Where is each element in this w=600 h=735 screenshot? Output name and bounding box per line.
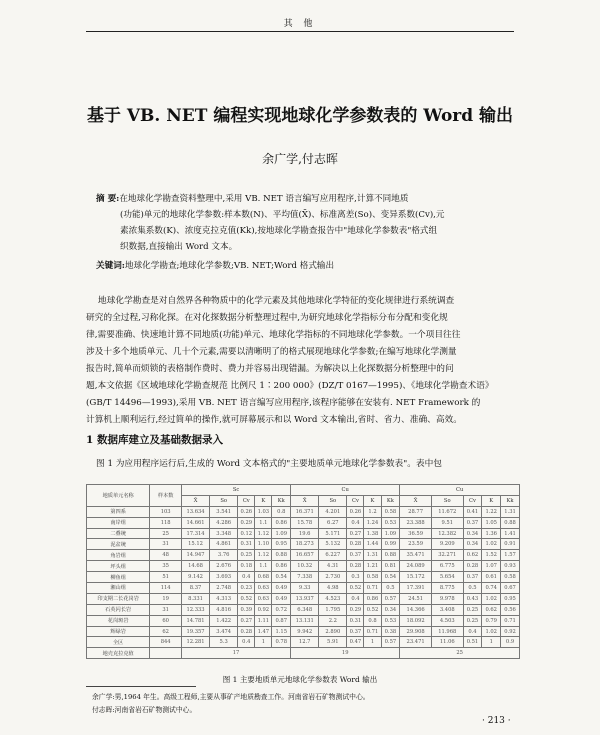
sample-count: 51 xyxy=(150,572,182,583)
param-header: Kk xyxy=(501,495,520,506)
table-row xyxy=(87,615,520,626)
unit-name: 花岗斑岩 xyxy=(87,615,150,626)
table-cell: 0.74 xyxy=(482,583,501,594)
table-cell: 0.4 xyxy=(463,626,482,637)
table-cell: 0.37 xyxy=(463,517,482,528)
table-cell: 4.816 xyxy=(210,604,238,615)
table-cell: 13.937 xyxy=(291,593,319,604)
table-cell: 4.31 xyxy=(319,561,347,572)
table-cell: 1.38 xyxy=(364,528,381,539)
section-paragraph: 图 1 为应用程序运行后,生成的 Word 文本格式的"主要地质单元地球化学参数表"。表中包 xyxy=(96,459,442,469)
unit-name: 石英闪长岩 xyxy=(87,604,150,615)
table-cell: 5.132 xyxy=(319,539,347,550)
table-cell: 0.26 xyxy=(238,506,255,517)
table-cell: 1.2 xyxy=(364,506,381,517)
table-cell: 28.77 xyxy=(400,506,432,517)
element-header: Cu xyxy=(291,485,400,496)
footnote: 余广学:男,1964 年生。高级工程师,主要从事矿产地质勘查工作。河南省岩石矿物测试中心。 xyxy=(92,693,370,701)
table-cell: 0.54 xyxy=(381,572,400,583)
table-row xyxy=(87,583,520,594)
param-header: K xyxy=(255,495,272,506)
table-cell: 14.661 xyxy=(181,517,209,528)
table-cell: 1.24 xyxy=(364,517,381,528)
table-cell: 0.51 xyxy=(463,637,482,648)
table-cell: 0.67 xyxy=(501,583,520,594)
unit-name: 泥盆统 xyxy=(87,539,150,550)
table-cell: 0.63 xyxy=(255,583,272,594)
intro-line: 律,需要准确、快速地计算不同地质(功能)单元、地球化学指标的不同地球化学参数。一个项目往往 xyxy=(86,330,461,340)
table-cell: 0.87 xyxy=(272,615,291,626)
table-cell: 0.37 xyxy=(463,572,482,583)
table-cell: 1.09 xyxy=(272,528,291,539)
table-cell: 9.209 xyxy=(431,539,463,550)
table-cell: 0.61 xyxy=(482,572,501,583)
table-cell: 0.34 xyxy=(463,528,482,539)
param-header: X̄ xyxy=(400,495,432,506)
section-heading: 1 数据库建立及基础数据录入 xyxy=(86,434,223,446)
table-cell: 10.32 xyxy=(291,561,319,572)
unit-name: 湘山组 xyxy=(87,583,150,594)
param-header: Kk xyxy=(381,495,400,506)
table-cell: 0.58 xyxy=(501,572,520,583)
table-cell: 1.03 xyxy=(255,506,272,517)
param-header: K xyxy=(482,495,501,506)
table-cell: 0.79 xyxy=(482,615,501,626)
table-cell: 4.861 xyxy=(210,539,238,550)
table-cell: 1.22 xyxy=(482,506,501,517)
unit-name: 柳鱼组 xyxy=(87,572,150,583)
table-cell: 0.34 xyxy=(381,604,400,615)
paper-title: 基于 VB. NET 编程实现地球化学参数表的 Word 输出 xyxy=(86,106,514,126)
unit-name: 印支期二长花岗岩 xyxy=(87,593,150,604)
table-cell: 9.33 xyxy=(291,583,319,594)
table-cell: 0.41 xyxy=(463,506,482,517)
table-cell: 1.02 xyxy=(482,593,501,604)
table-cell: 0.28 xyxy=(463,561,482,572)
table-cell: 8.775 xyxy=(431,583,463,594)
table-cell: 1.41 xyxy=(501,528,520,539)
table-cell: 32.271 xyxy=(431,550,463,561)
abstract-line: 素浓集系数(K)、浓度克拉克值(Kk),按地球化学勘查报告中"地球化学参数表"格式组 xyxy=(120,226,438,236)
param-header: Cv xyxy=(347,495,364,506)
table-cell: 0.23 xyxy=(238,583,255,594)
intro-line: 研究的全过程,习称化探。在对化探数据分析整理过程中,为研究地球化学指标分布分配和变化规 xyxy=(86,313,448,323)
param-header: Kk xyxy=(272,495,291,506)
table-cell: 0.53 xyxy=(381,517,400,528)
table-cell: 0.8 xyxy=(364,615,381,626)
table-cell: 0.62 xyxy=(482,604,501,615)
table-cell: 0.28 xyxy=(347,561,364,572)
param-header: K xyxy=(364,495,381,506)
table-cell: 4.286 xyxy=(210,517,238,528)
table-cell: 6.27 xyxy=(319,517,347,528)
table-cell: 15.78 xyxy=(291,517,319,528)
table-cell: 24.089 xyxy=(400,561,432,572)
table-cell: 4.313 xyxy=(210,593,238,604)
table-cell: 0.91 xyxy=(501,539,520,550)
sample-count: 19 xyxy=(150,593,182,604)
figure-caption: 图 1 主要地质单元地球化学参数表 Word 输出 xyxy=(222,675,378,684)
table-cell: 9.51 xyxy=(431,517,463,528)
table-cell: 1.36 xyxy=(482,528,501,539)
table-cell: 0.81 xyxy=(381,561,400,572)
table-cell: 0.49 xyxy=(272,583,291,594)
table-cell: 0.9 xyxy=(501,637,520,648)
intro-line: 涉及十多个地质单元、几十个元素,需要以清晰明了的格式展现地球化学参数;在编写地球化学测量 xyxy=(86,347,457,357)
table-cell: 1.09 xyxy=(381,528,400,539)
table-cell: 0.5 xyxy=(381,583,400,594)
table-cell: 0.31 xyxy=(347,615,364,626)
table-cell: 1.57 xyxy=(501,550,520,561)
table-cell: 17.391 xyxy=(400,583,432,594)
table-cell: 0.4 xyxy=(347,517,364,528)
table-cell: 4.201 xyxy=(319,506,347,517)
table-cell: 0.38 xyxy=(381,626,400,637)
table-cell: 0.29 xyxy=(347,604,364,615)
table-cell: 3.693 xyxy=(210,572,238,583)
table-row xyxy=(87,572,520,583)
sample-count: 31 xyxy=(150,539,182,550)
sample-count: 114 xyxy=(150,583,182,594)
table-row xyxy=(87,506,520,517)
table-cell: 0.68 xyxy=(255,572,272,583)
table-row xyxy=(87,637,520,648)
sample-count: 118 xyxy=(150,517,182,528)
table-cell: 7.338 xyxy=(291,572,319,583)
table-cell: 0.71 xyxy=(364,626,381,637)
header-rule xyxy=(86,31,514,32)
abstract-line: 摘 要:在地球化学勘查资料整理中,采用 VB. NET 语言编写应用程序,计算不同地质 xyxy=(96,194,409,204)
unit-name: 第四系 xyxy=(87,506,150,517)
table-cell: 0.4 xyxy=(347,593,364,604)
column-header: 地质单元名称 xyxy=(87,485,150,507)
table-cell: 5.91 xyxy=(319,637,347,648)
table-cell: 36.59 xyxy=(400,528,432,539)
table-cell: 0.3 xyxy=(347,572,364,583)
abstract-label: 摘 要: xyxy=(96,194,120,204)
table-cell: 0.12 xyxy=(238,528,255,539)
table-row xyxy=(87,626,520,637)
table-cell: 2.676 xyxy=(210,561,238,572)
table-cell: 0.93 xyxy=(501,561,520,572)
table-cell: 6.227 xyxy=(319,550,347,561)
table-cell: 11.672 xyxy=(431,506,463,517)
table-cell: 9.142 xyxy=(181,572,209,583)
table-cell: 35.471 xyxy=(400,550,432,561)
table-cell: 1.1 xyxy=(255,561,272,572)
table-cell: 1.795 xyxy=(319,604,347,615)
table-cell: 9.978 xyxy=(431,593,463,604)
table-cell: 14.947 xyxy=(181,550,209,561)
param-header: So xyxy=(319,495,347,506)
table-row xyxy=(87,561,520,572)
keywords-label: 关键词: xyxy=(96,261,125,271)
param-header: So xyxy=(210,495,238,506)
page-number: · 213 · xyxy=(482,716,511,726)
table-cell: 19.357 xyxy=(181,626,209,637)
table-cell: 0.56 xyxy=(501,604,520,615)
table-cell: 8.37 xyxy=(181,583,209,594)
table-cell: 0.92 xyxy=(255,604,272,615)
table-cell: 0.71 xyxy=(501,615,520,626)
table-cell: 12.7 xyxy=(291,637,319,648)
table-cell: 0.28 xyxy=(347,539,364,550)
element-header: Cu xyxy=(400,485,520,496)
table-cell: 0.5 xyxy=(463,583,482,594)
sample-count: 31 xyxy=(150,604,182,615)
table-cell: 13.634 xyxy=(181,506,209,517)
table-cell: 0.18 xyxy=(238,561,255,572)
table-cell: 1.10 xyxy=(255,539,272,550)
table-cell: 17.314 xyxy=(181,528,209,539)
table-cell: 0.8 xyxy=(272,506,291,517)
table-cell: 5.3 xyxy=(210,637,238,648)
table-cell: 0.52 xyxy=(364,604,381,615)
param-header: Cv xyxy=(238,495,255,506)
table-cell: 0.28 xyxy=(238,626,255,637)
footnote-rule xyxy=(86,686,196,687)
table-cell: 16.657 xyxy=(291,550,319,561)
table-cell: 0.57 xyxy=(381,593,400,604)
table-cell: 4.98 xyxy=(319,583,347,594)
param-header: X̄ xyxy=(181,495,209,506)
table-cell: 0.54 xyxy=(272,572,291,583)
element-header: Sc xyxy=(181,485,290,496)
table-cell: 5.654 xyxy=(431,572,463,583)
table-cell: 0.88 xyxy=(381,550,400,561)
table-cell: 0.63 xyxy=(255,593,272,604)
table-cell: 5.171 xyxy=(319,528,347,539)
table-cell: 3.348 xyxy=(210,528,238,539)
table-cell: 1.31 xyxy=(364,550,381,561)
unit-name: 全区 xyxy=(87,637,150,648)
table-cell: 0.58 xyxy=(364,572,381,583)
table-cell: 1 xyxy=(482,637,501,648)
table-cell: 23.388 xyxy=(400,517,432,528)
table-row xyxy=(87,550,520,561)
table-cell: 0.4 xyxy=(238,572,255,583)
table-row xyxy=(87,528,520,539)
table-cell: 3.76 xyxy=(210,550,238,561)
intro-line: (GB/T 14496—1993),采用 VB. NET 语言编写应用程序,该程序能够在安装有. NET Framework 的 xyxy=(86,398,481,408)
table-cell: 0.58 xyxy=(381,506,400,517)
footnote: 付志晖:河南省岩石矿物测试中心。 xyxy=(92,706,197,714)
table-cell: 0.92 xyxy=(501,626,520,637)
table-cell: 0.29 xyxy=(238,517,255,528)
sample-count: 103 xyxy=(150,506,182,517)
table-cell: 15.172 xyxy=(400,572,432,583)
table-cell: 1.1 xyxy=(255,517,272,528)
table-cell: 3.474 xyxy=(210,626,238,637)
table-cell: 0.26 xyxy=(347,506,364,517)
table-cell: 0.72 xyxy=(272,604,291,615)
table-cell: 0.78 xyxy=(272,637,291,648)
sample-count: 60 xyxy=(150,615,182,626)
authors: 余广学,付志晖 xyxy=(262,152,338,166)
table-cell: 0.25 xyxy=(463,604,482,615)
table-cell: 1.07 xyxy=(482,561,501,572)
table-cell: 0.86 xyxy=(272,561,291,572)
footer-label: 地壳克拉克值 xyxy=(87,648,150,659)
table-cell: 0.95 xyxy=(272,539,291,550)
sample-count: 35 xyxy=(150,561,182,572)
clarke-value: 19 xyxy=(291,648,400,659)
table-cell: 6.775 xyxy=(431,561,463,572)
table-cell: 4.503 xyxy=(431,615,463,626)
keywords: 关键词:地球化学勘查;地球化学参数;VB. NET;Word 格式输出 xyxy=(96,261,335,271)
table-cell: 12.333 xyxy=(181,604,209,615)
table-cell: 0.47 xyxy=(347,637,364,648)
unit-name: 角岩组 xyxy=(87,550,150,561)
table-cell: 0.99 xyxy=(381,539,400,550)
table-cell: 0.39 xyxy=(238,604,255,615)
table-cell: 1.15 xyxy=(272,626,291,637)
table-cell: 1 xyxy=(364,637,381,648)
table-cell: 1.31 xyxy=(501,506,520,517)
table-row xyxy=(87,539,520,550)
table-row xyxy=(87,604,520,615)
table-cell: 9.942 xyxy=(291,626,319,637)
abstract-line: 织数据,直接输出 Word 文本。 xyxy=(120,242,238,252)
table-cell: 2.890 xyxy=(319,626,347,637)
param-header: Cv xyxy=(463,495,482,506)
sample-count: 62 xyxy=(150,626,182,637)
table-cell: 6.348 xyxy=(291,604,319,615)
table-cell: 14.366 xyxy=(400,604,432,615)
sample-count: 48 xyxy=(150,550,182,561)
table-cell: 1.12 xyxy=(255,528,272,539)
table-cell: 12.281 xyxy=(181,637,209,648)
unit-name: 坪头组 xyxy=(87,561,150,572)
table-cell: 0.49 xyxy=(272,593,291,604)
table-cell: 0.88 xyxy=(272,550,291,561)
intro-line: 地球化学勘查是对自然界各种物质中的化学元素及其他地球化学特征的变化规律进行系统调查 xyxy=(98,296,455,306)
table-cell: 11.06 xyxy=(431,637,463,648)
sample-count: 25 xyxy=(150,528,182,539)
geochem-parameter-table xyxy=(86,484,520,659)
table-cell: 11.968 xyxy=(431,626,463,637)
intro-line: 计算机上顺利运行,经过简单的操作,就可屏幕展示和以 Word 文本输出,省时、省力、准确、高效。 xyxy=(86,415,462,425)
abstract-line: (功能)单元的地球化学参数:样本数(N)、平均值(X̄)、标准离差(So)、变异系数(Cv),元 xyxy=(120,210,445,220)
table-cell: 29.908 xyxy=(400,626,432,637)
table-cell: 3.408 xyxy=(431,604,463,615)
table-cell: 0.95 xyxy=(501,593,520,604)
table-cell: 14.781 xyxy=(181,615,209,626)
table-cell: 12.382 xyxy=(431,528,463,539)
param-header: So xyxy=(431,495,463,506)
table-cell: 0.88 xyxy=(501,517,520,528)
table-cell: 23.471 xyxy=(400,637,432,648)
unit-name: 二叠统 xyxy=(87,528,150,539)
table-row xyxy=(87,593,520,604)
table-cell: 1.12 xyxy=(255,550,272,561)
table-cell: 2.748 xyxy=(210,583,238,594)
table-cell: 1.11 xyxy=(255,615,272,626)
running-header: 其 他 xyxy=(283,19,317,29)
table-cell: 0.37 xyxy=(347,550,364,561)
table-cell: 18.092 xyxy=(400,615,432,626)
table-cell: 18.273 xyxy=(291,539,319,550)
table-cell: 0.52 xyxy=(347,583,364,594)
table-cell: 0.25 xyxy=(238,550,255,561)
table-cell: 0.52 xyxy=(238,593,255,604)
table-cell: 0.27 xyxy=(347,528,364,539)
table-cell: 1.422 xyxy=(210,615,238,626)
table-cell: 1.44 xyxy=(364,539,381,550)
table-cell: 19.6 xyxy=(291,528,319,539)
table-cell: 1.02 xyxy=(482,626,501,637)
table-cell: 0.34 xyxy=(463,539,482,550)
table-cell: 0.37 xyxy=(347,626,364,637)
clarke-value: 17 xyxy=(181,648,290,659)
table-cell: 1.21 xyxy=(364,561,381,572)
table-cell: 0.86 xyxy=(272,517,291,528)
table-cell: 0.4 xyxy=(238,637,255,648)
table-cell: 1.47 xyxy=(255,626,272,637)
table-cell: 2.2 xyxy=(319,615,347,626)
table-cell: 13.131 xyxy=(291,615,319,626)
table-cell: 4.523 xyxy=(319,593,347,604)
table-cell xyxy=(150,648,182,659)
table-cell: 3.541 xyxy=(210,506,238,517)
table-cell: 0.27 xyxy=(238,615,255,626)
unit-name: 南岸组 xyxy=(87,517,150,528)
table-cell: 1.02 xyxy=(482,539,501,550)
param-header: X̄ xyxy=(291,495,319,506)
table-cell: 16.371 xyxy=(291,506,319,517)
sample-count: 844 xyxy=(150,637,182,648)
table-cell: 0.71 xyxy=(364,583,381,594)
table-cell: 0.25 xyxy=(463,615,482,626)
clarke-value: 25 xyxy=(400,648,520,659)
table-cell: 24.51 xyxy=(400,593,432,604)
table-cell: 0.43 xyxy=(463,593,482,604)
intro-line: 报告时,简单而烦锁的表格制作费时、费力并容易出现错漏。为解决以上化探数据分析整理中的问 xyxy=(86,364,454,374)
table-cell: 14.68 xyxy=(181,561,209,572)
table-cell: 15.12 xyxy=(181,539,209,550)
table-cell: 1.05 xyxy=(482,517,501,528)
table-cell: 0.31 xyxy=(238,539,255,550)
unit-name: 辉绿岩 xyxy=(87,626,150,637)
table-cell: 0.62 xyxy=(463,550,482,561)
table-cell: 1 xyxy=(255,637,272,648)
table-cell: 23.59 xyxy=(400,539,432,550)
table-cell: 2.730 xyxy=(319,572,347,583)
table-cell: 0.53 xyxy=(381,615,400,626)
table-cell: 1.52 xyxy=(482,550,501,561)
table-cell: 0.86 xyxy=(364,593,381,604)
table-row xyxy=(87,517,520,528)
column-header: 样本数 xyxy=(150,485,182,507)
table-cell: 8.331 xyxy=(181,593,209,604)
intro-line: 题,本文依据《区域地球化学勘查规范 比例尺 1∶200 000》(DZ/T 0167—1995)、《地球化学勘查术语》 xyxy=(86,381,494,391)
table-cell: 0.57 xyxy=(381,637,400,648)
